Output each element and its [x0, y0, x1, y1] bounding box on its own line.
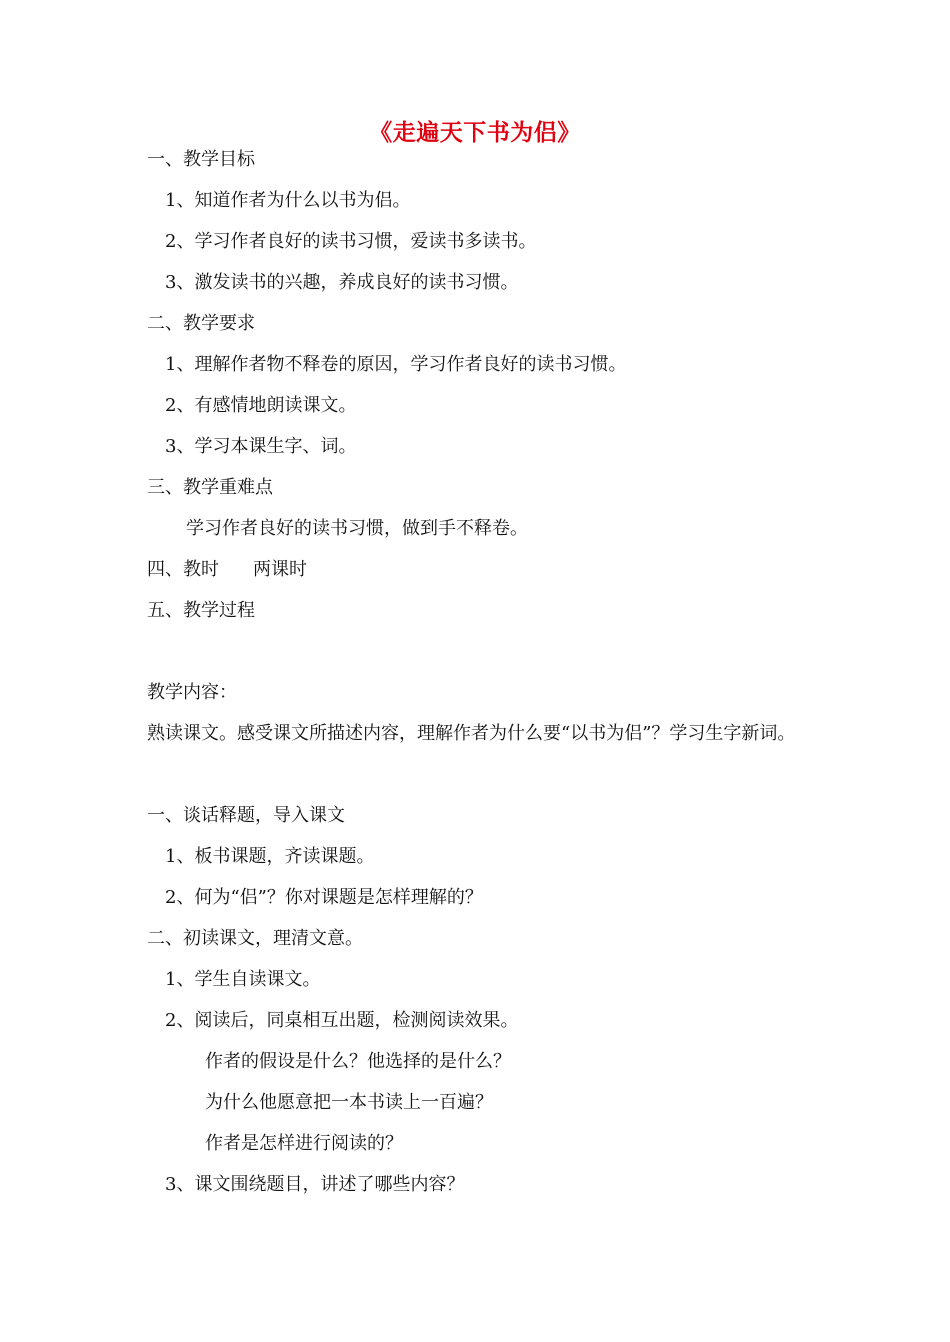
step1-item-2: 2、何为“侣”？你对课题是怎样理解的？ [165, 887, 483, 908]
section-heading-requirements: 二、教学要求 [147, 313, 255, 334]
goal-item-3: 3、激发读书的兴趣，养成良好的读书习惯。 [165, 272, 519, 293]
content-label: 教学内容： [147, 682, 237, 703]
step1-item-1: 1、板书课题，齐读课题。 [165, 846, 375, 867]
key-points-body: 学习作者良好的读书习惯，做到手不释卷。 [186, 518, 528, 539]
step-heading-2: 二、初读课文，理清文意。 [147, 928, 363, 949]
step2-question-3: 作者是怎样进行阅读的？ [205, 1133, 403, 1154]
requirement-item-3: 3、学习本课生字、词。 [165, 436, 357, 457]
goal-item-1: 1、知道作者为什么以书为侣。 [165, 190, 411, 211]
step2-question-2: 为什么他愿意把一本书读上一百遍？ [205, 1092, 493, 1113]
step2-item-3: 3、课文围绕题目，讲述了哪些内容？ [165, 1174, 465, 1195]
step2-item-1: 1、学生自读课文。 [165, 969, 321, 990]
requirement-item-2: 2、有感情地朗读课文。 [165, 395, 357, 416]
section-periods [147, 557, 307, 583]
section-heading-key-points: 三、教学重难点 [147, 477, 273, 498]
document-title: 《走遍天下书为侣》 [369, 120, 581, 146]
goal-item-2: 2、学习作者良好的读书习惯，爱读书多读书。 [165, 231, 537, 252]
periods-value: 两课时 [253, 559, 307, 580]
requirement-item-1: 1、理解作者物不释卷的原因，学习作者良好的读书习惯。 [165, 354, 627, 375]
section-heading-process: 五、教学过程 [147, 600, 255, 621]
section-heading-goals: 一、教学目标 [147, 149, 255, 170]
section-heading-periods: 四、教时 [147, 559, 219, 580]
step2-question-1: 作者的假设是什么？他选择的是什么？ [205, 1051, 511, 1072]
step-heading-1: 一、谈话释题，导入课文 [147, 805, 345, 826]
content-body: 熟读课文。感受课文所描述内容，理解作者为什么要“以书为侣”？学习生字新词。 [147, 723, 796, 744]
step2-item-2: 2、阅读后，同桌相互出题，检测阅读效果。 [165, 1010, 519, 1031]
